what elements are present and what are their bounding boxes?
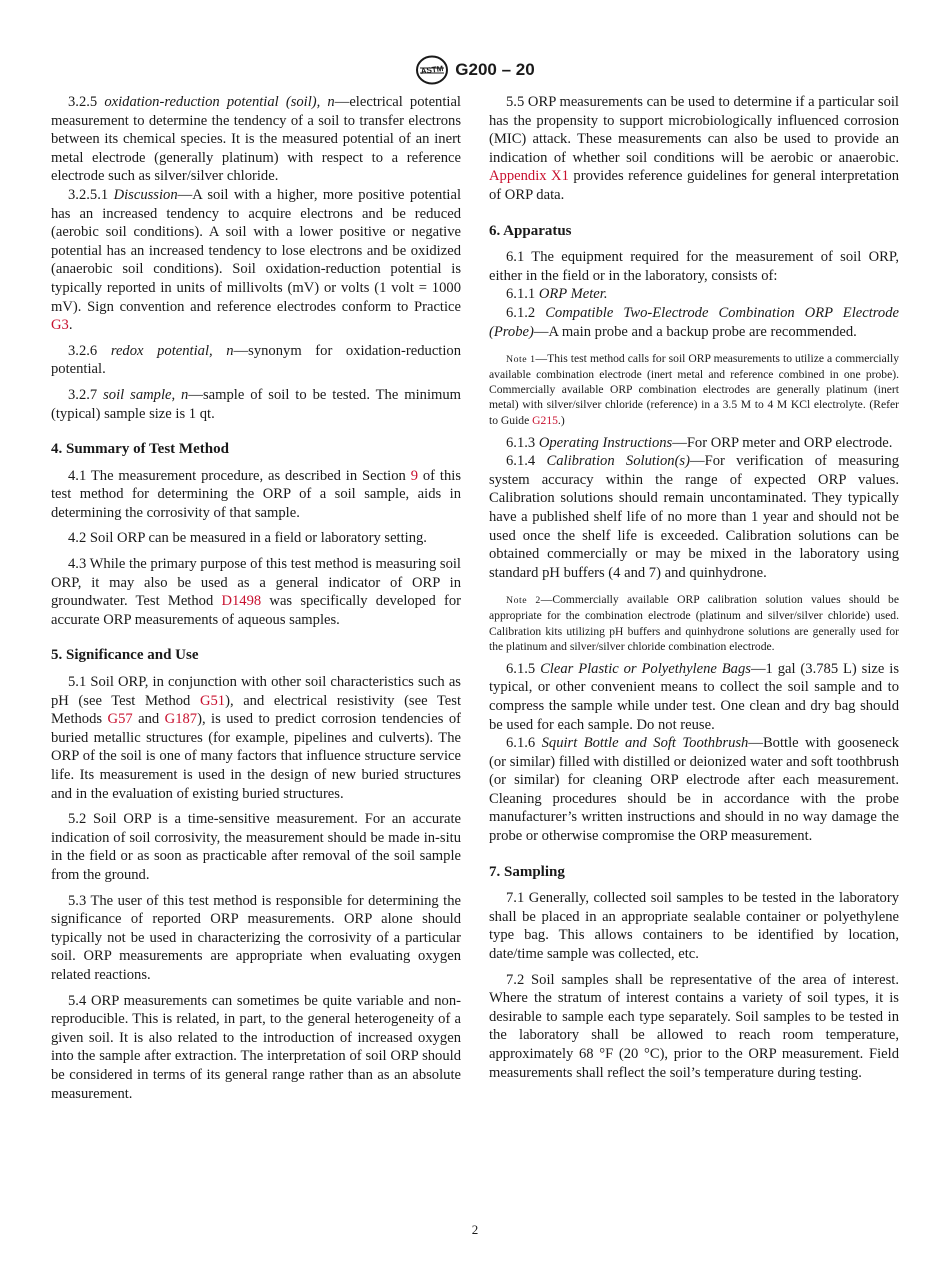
section-6-1-5: 6.1.5 Clear Plastic or Polyethylene Bags—1 gal (3.785 L) size is typical, or other convenient means to collect the soil sample and to compress the sample while under test. One clean and dry bag should be used for each sample. Do not reuse. xyxy=(489,660,899,733)
ref-link-g51[interactable]: G51 xyxy=(199,692,226,709)
section-7-2: 7.2 Soil samples shall be representative of the area of interest. Where the stratum of interest contains a variety of soil types, it is desirable to sample each type separately. Soil samples to be tested in the laboratory shall be allowed to reach room temperature, approximately 68 °F (20 °C), prior to the ORP measurement. Field measurements shall reflect the soil’s temperature during testing. xyxy=(489,971,899,1081)
note-2: Note 2—Commercially available ORP calibration solution values should be appropriate for the combination electrode (platinum and silver/silver chloride) used. Calibration kits utilizing pH buffers and quinhydrone solutions are generally used for the platinum and silver/silver chloride combination electrode. xyxy=(489,593,899,653)
section-5-3: 5.3 The user of this test method is responsible for determining the significance of reported ORP measurements. ORP alone should typically not be used in characterizing the corrosivity of a particular soil. ORP measurements are appropriate when evaluating oxygen related reactions. xyxy=(51,892,461,983)
ref-link-d1498[interactable]: D1498 xyxy=(221,593,262,610)
section-5-5: 5.5 ORP measurements can be used to determine if a particular soil has the propensity to support microbiologically influenced corrosion (MIC) attack. These measurements can also be used to provide an indication of whether soil conditions will be aerobic or anaerobic. Appendix X1 provides reference guidelines for general interpretation of ORP data. xyxy=(489,94,900,203)
section-heading-4: 4. Summary of Test Method xyxy=(51,441,229,458)
page-number: 2 xyxy=(471,1222,479,1237)
section-6-1-2: 6.1.2 Compatible Two-Electrode Combination ORP Electrode (Probe)—A main probe and a backup probe are recommended. xyxy=(489,304,899,340)
section-6-1-4: 6.1.4 Calibration Solution(s)—For verification of measuring system accuracy within the range of expected ORP values. Calibration solutions should remain uncontaminated. They typically have a published shelf life of no more than 1 year and should not be used once the shelf life is exceeded. Calibration solutions can be obtained commercially or may be mixed in the laboratory using standard pH buffers (4 and 7) and quinhydrone. xyxy=(489,453,899,581)
svg-text:ASTM: ASTM xyxy=(420,63,445,77)
note-label: Note 2 xyxy=(506,595,541,607)
left-column xyxy=(51,93,461,1103)
section-3-2-5-1: 3.2.5.1 Discussion—A soil with a higher, more positive potential has an increased tendency to acquire electrons and be reduced (aerobic soil conditions). A soil with a lower positive or negative potential has an increased tendency to lose electrons and be oxidized (anaerobic soil conditions). Soil oxidation-reduction potential is typically reported in units of millivolts (mV) or volts (1 volt = 1000 mV). Sign convention and reference electrodes conform to Practice G3. xyxy=(51,186,461,334)
term: Discussion xyxy=(113,186,178,203)
page-header xyxy=(0,55,950,85)
term: soil sample, n xyxy=(103,386,189,403)
section-3-2-6: 3.2.6 redox potential, n—synonym for oxidation-reduction potential. xyxy=(51,342,462,378)
term: Calibration Solution(s) xyxy=(546,453,690,470)
term: oxidation-reduction potential (soil), n xyxy=(104,94,335,110)
section-6-1: 6.1 The equipment required for the measurement of soil ORP, either in the field or in the laboratory, consists of: xyxy=(489,249,899,284)
right-column xyxy=(489,93,899,1082)
section-6-1-1: 6.1.1 ORP Meter. xyxy=(506,286,608,303)
term: ORP Meter. xyxy=(538,286,608,303)
astm-logo-icon xyxy=(415,55,449,85)
section-5-2: 5.2 Soil ORP is a time-sensitive measurement. For an accurate indication of soil corrosivity, the measurement should be made in-situ in the field or as soon as practicable after removal of the soil sample from the ground. xyxy=(51,811,461,883)
section-heading-7: 7. Sampling xyxy=(489,863,565,880)
ref-link-g57[interactable]: G57 xyxy=(107,711,133,728)
term: Squirt Bottle and Soft Toothbrush xyxy=(541,735,749,752)
note-label: Note 1 xyxy=(506,354,536,366)
section-5-1: 5.1 Soil ORP, in conjunction with other soil characteristics such as pH (see Test Method G51), and electrical resistivity (see Test Methods G57 and G187), is used to predict corrosion tendencies of buried metallic structures (for example, pipelines and culverts). The ORP of the soil is one of many factors that influence structure service life. Its measurement is used in the design of new buried structures and in the evaluation of existing buried structures. xyxy=(51,674,462,802)
document-designation: G200 – 20 xyxy=(455,60,535,79)
ref-link-g215[interactable]: G215 xyxy=(532,413,558,427)
term: redox potential, n xyxy=(110,342,234,359)
section-heading-6: 6. Apparatus xyxy=(489,222,572,239)
section-4-1: 4.1 The measurement procedure, as described in Section 9 of this test method for determining the ORP of a soil sample, aids in determining the corrosivity of that sample. xyxy=(51,467,462,521)
section-heading-5: 5. Significance and Use xyxy=(51,647,199,664)
ref-link-g3[interactable]: G3 xyxy=(51,317,69,334)
section-4-2: 4.2 Soil ORP can be measured in a field or laboratory setting. xyxy=(68,530,427,547)
section-5-4: 5.4 ORP measurements can sometimes be quite variable and non-reproducible. This is related, in part, to the general heterogeneity of a given soil. It is also related to the introduction of increased oxygen into the sample after extraction. The interpretation of soil ORP should be considered in terms of its general range rather than as an absolute measurement. xyxy=(51,992,461,1102)
section-3-2-5: 3.2.5 oxidation-reduction potential (soil), n—electrical potential measurement to determine the tendency of a soil to transfer electrons between its chemical species. It is the measured potential of an inert metal electrode (generally platinum) with respect to a reference electrode such as silver/silver chloride. xyxy=(51,94,461,185)
section-7-1: 7.1 Generally, collected soil samples to be tested in the laboratory shall be placed in an appropriate sealable container or polyethylene type bag. This allows containers to be identified by location, date/time sample was collected, etc. xyxy=(489,890,899,963)
ref-link-section-9[interactable]: 9 xyxy=(410,467,418,484)
note-1: Note 1—This test method calls for soil ORP measurements to utilize a commercially available combination electrode (inert metal and reference combined in one probe). Commercially available ORP combination electrodes are generally platinum (inert metal) with silver/silver chloride (reference) in a 3.5 M to 4 M KCl electrolyte. (Refer to Guide G215.) xyxy=(489,352,899,427)
term: Operating Instructions xyxy=(538,434,673,451)
ref-link-appendix-x1[interactable]: Appendix X1 xyxy=(489,168,569,185)
section-6-1-3: 6.1.3 Operating Instructions—For ORP meter and ORP electrode. xyxy=(506,434,893,451)
term: Compatible Two-Electrode Combination ORP Electrode (Probe) xyxy=(489,304,899,340)
section-4-3: 4.3 While the primary purpose of this test method is measuring soil ORP, it may also be used as a general indicator of ORP in groundwater. Test Method D1498 was specifically developed for accurate ORP measurements of aqueous samples. xyxy=(51,556,461,628)
term: Clear Plastic or Polyethylene Bags xyxy=(540,660,751,677)
section-6-1-6: 6.1.6 Squirt Bottle and Soft Toothbrush—Bottle with gooseneck (or similar) filled with distilled or deionized water and soft toothbrush (or similar) for cleaning ORP electrode after each measurement. Cleaning procedures should be in accordance with the probe manufacturer’s written instructions and should in no way damage the probe or otherwise compromise the ORP measurement. xyxy=(489,735,899,845)
ref-link-g187[interactable]: G187 xyxy=(164,711,198,728)
section-3-2-7: 3.2.7 soil sample, n—sample of soil to be tested. The minimum (typical) sample size is 1 qt. xyxy=(51,386,462,422)
